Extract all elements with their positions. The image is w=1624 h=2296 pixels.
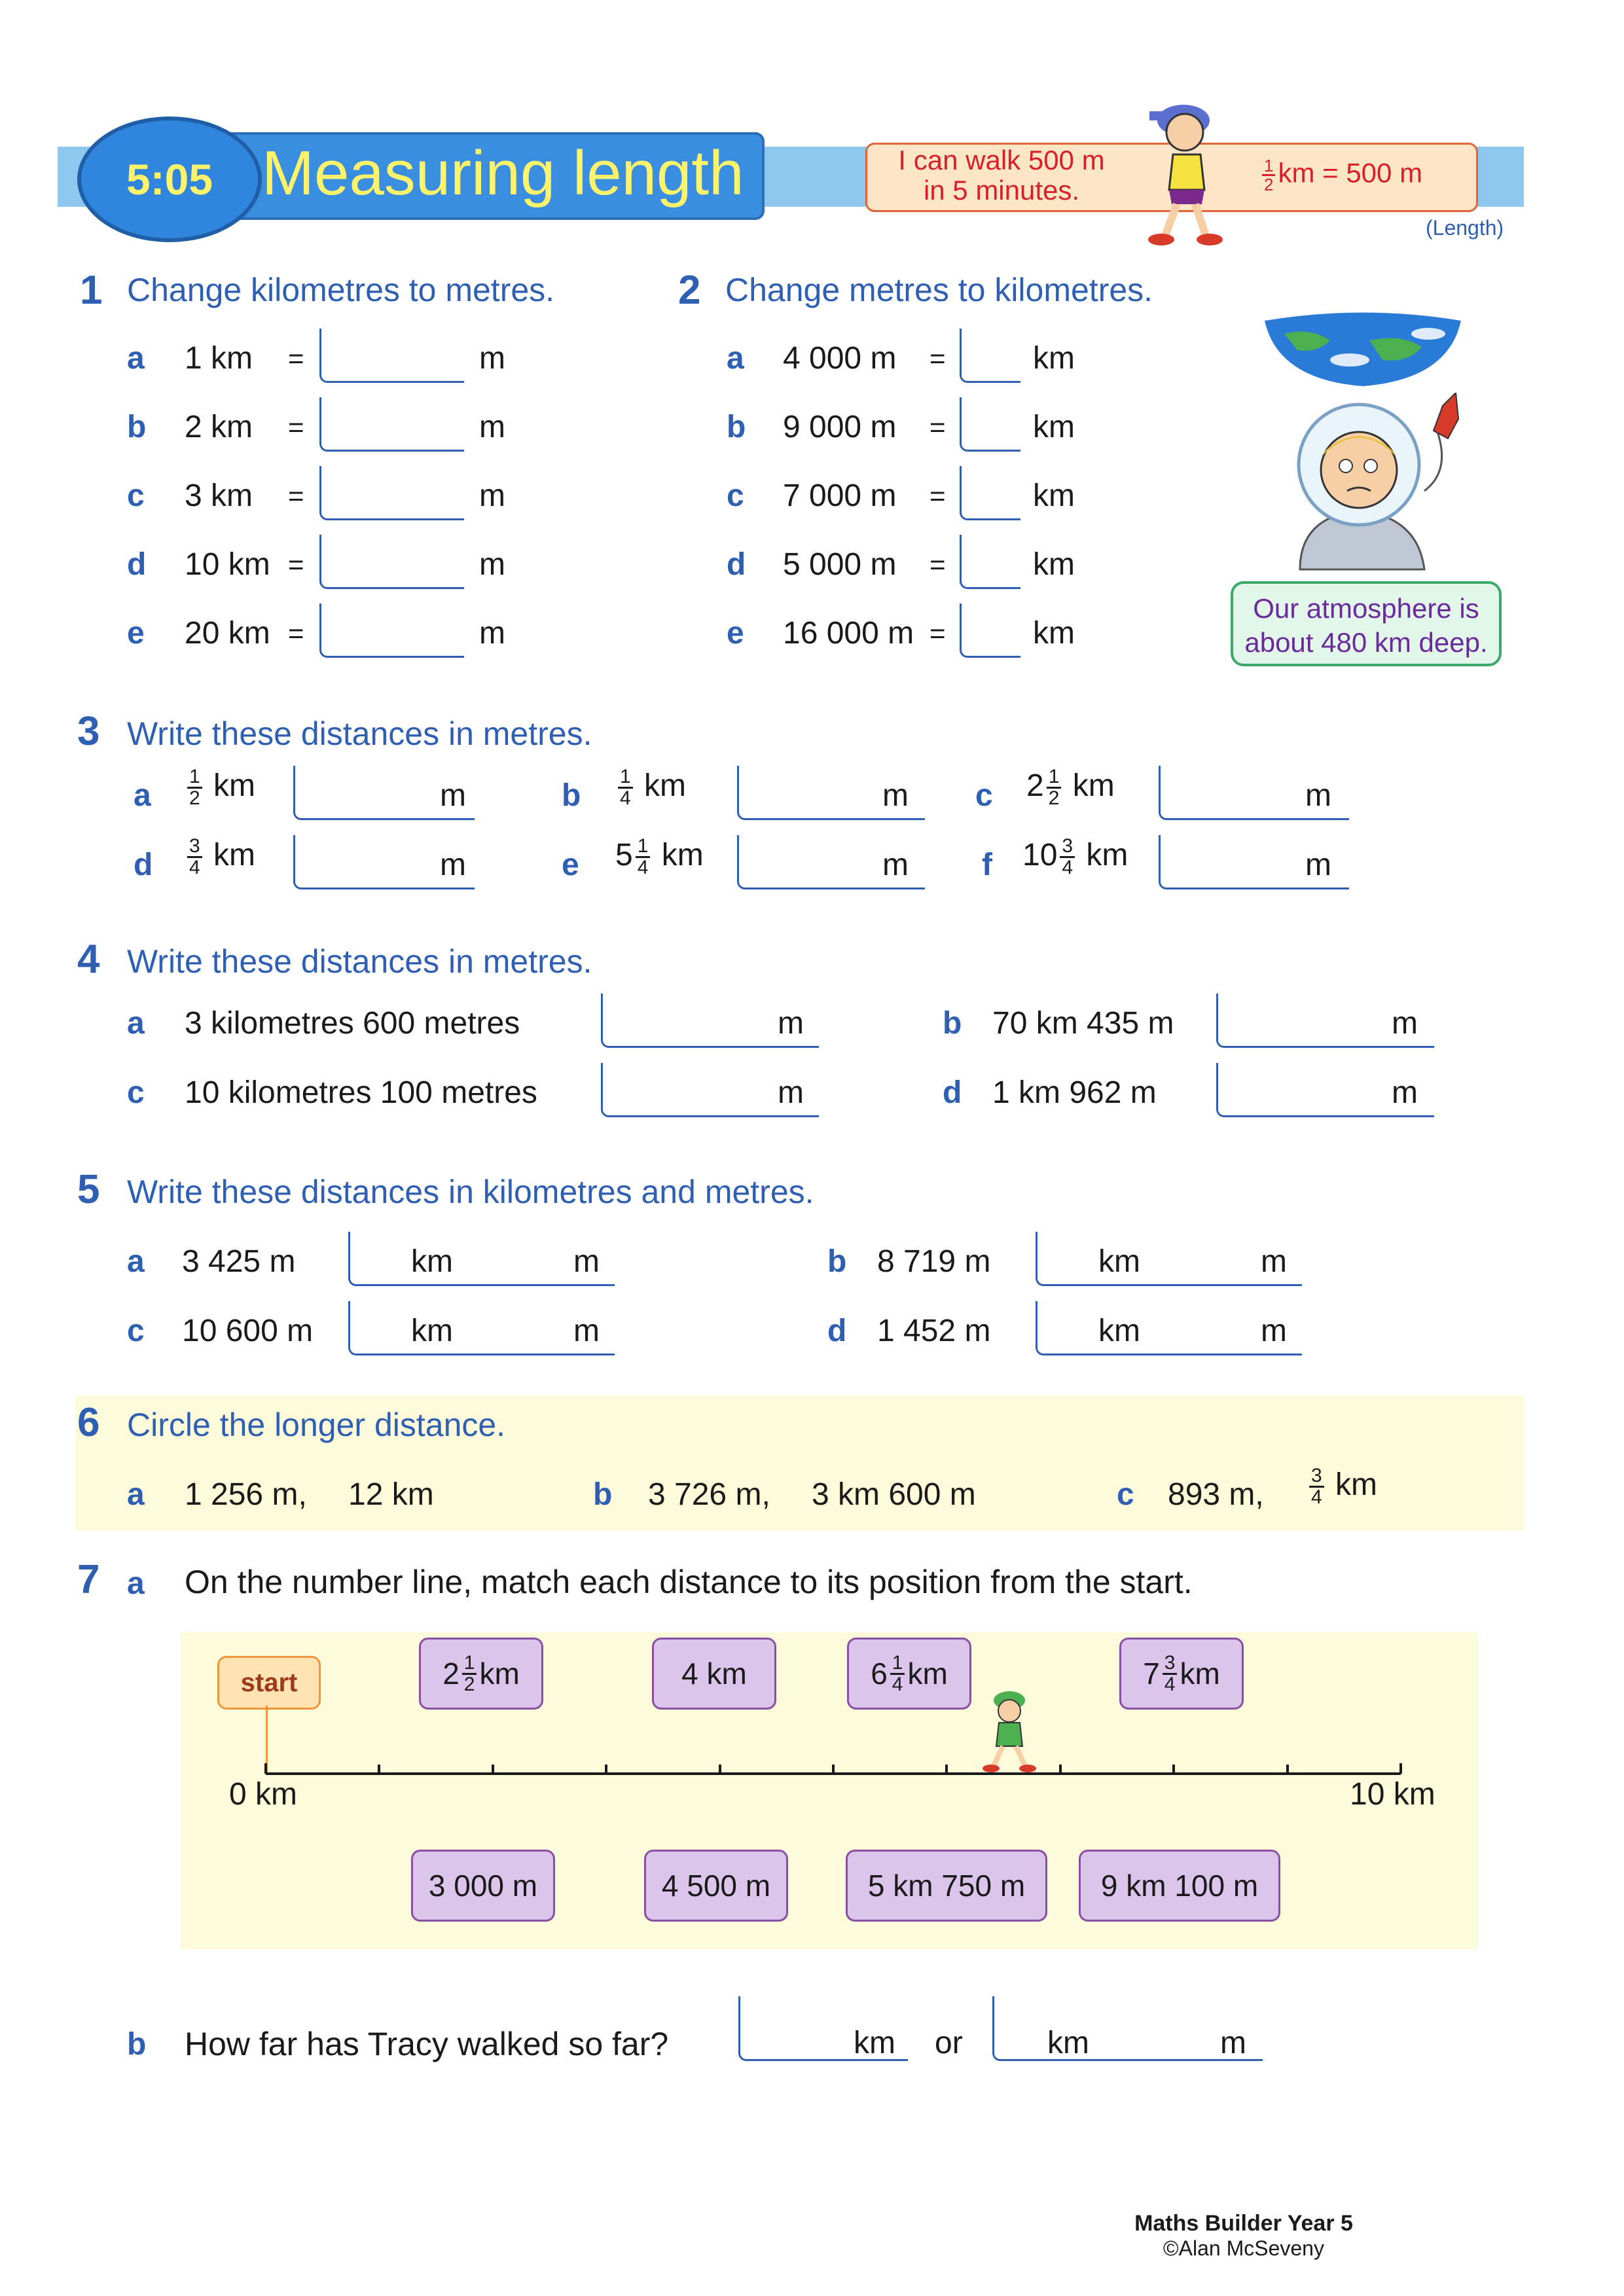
distance-tag-4500-m[interactable]: 4 500 m	[644, 1850, 788, 1922]
start-tag: start	[217, 1656, 321, 1710]
number-line-start-label: 0 km	[229, 1777, 298, 1812]
distance-tag-2-half-km[interactable]: 2 $\frac{1}{2}$ km	[419, 1638, 543, 1710]
q3-number: 3	[77, 709, 100, 754]
q1-answer-box[interactable]	[319, 397, 464, 452]
q2-answer-box[interactable]	[960, 397, 1020, 452]
q6-number: 6	[77, 1400, 100, 1445]
q4-number: 4	[77, 937, 100, 982]
q7-instruction: On the number line, match each distance to its position from the start.	[185, 1564, 1193, 1600]
section-code: 5:05	[126, 155, 213, 204]
q1-answer-box[interactable]	[319, 329, 464, 383]
footer	[1087, 2211, 1401, 2261]
q3-instruction: Write these distances in metres.	[127, 715, 592, 752]
walk-speed-text	[877, 145, 1126, 206]
q1-instruction: Change kilometres to metres.	[127, 272, 555, 308]
distance-tag-3000-m[interactable]: 3 000 m	[411, 1850, 555, 1922]
q4-instruction: Write these distances in metres.	[127, 943, 592, 980]
astronaut-illustration	[1287, 393, 1483, 576]
number-line	[259, 1761, 1407, 1793]
speech-line-1: Our atmosphere is	[1253, 593, 1479, 624]
footer-copyright: ©Alan McSeveny	[1163, 2236, 1324, 2260]
q1-answer-box[interactable]	[319, 466, 464, 520]
footer-book-title: Maths Builder Year 5	[1134, 2211, 1353, 2236]
half-km-fact: $\frac{1}{2}$ km = 500 m	[1259, 157, 1422, 193]
speech-line-2: about 480 km deep.	[1244, 627, 1488, 658]
q1-answer-box[interactable]	[319, 535, 464, 589]
q5-number: 5	[77, 1167, 100, 1212]
distance-tag-7-three-quarter-km[interactable]: 7 $\frac{3}{4}$ km	[1119, 1638, 1244, 1710]
topic-label: (Length)	[1426, 216, 1504, 240]
q2-answer-box[interactable]	[960, 535, 1020, 589]
q7-letter-a: a	[127, 1566, 145, 1601]
distance-tag-6-quarter-km[interactable]: 6 $\frac{1}{4}$ km	[847, 1638, 971, 1710]
q1-number: 1	[80, 268, 103, 313]
q7b-question: How far has Tracy walked so far?	[185, 2026, 669, 2062]
walking-boy-illustration	[1121, 92, 1238, 249]
section-code-badge	[77, 117, 262, 242]
q2-answer-box[interactable]	[960, 329, 1020, 383]
q1-answer-box[interactable]	[319, 603, 464, 658]
walk-line-1: I can walk 500 m	[898, 145, 1105, 175]
q7-number: 7	[77, 1557, 100, 1602]
q6-instruction: Circle the longer distance.	[127, 1407, 506, 1443]
page-title: Measuring length	[262, 138, 744, 208]
q5-instruction: Write these distances in kilometres and metres.	[127, 1174, 814, 1210]
q2-answer-box[interactable]	[960, 603, 1020, 658]
walk-line-2: in 5 minutes.	[923, 175, 1080, 206]
distance-tag-9km-100m[interactable]: 9 km 100 m	[1079, 1850, 1280, 1922]
q2-answer-box[interactable]	[960, 466, 1020, 520]
q2-number: 2	[678, 268, 701, 313]
tracy-walking-illustration	[971, 1687, 1043, 1772]
q7-letter-b: b	[127, 2027, 147, 2062]
number-line-end-label: 10 km	[1350, 1777, 1435, 1812]
atmosphere-speech-bubble	[1231, 581, 1502, 666]
q2-instruction: Change metres to kilometres.	[725, 272, 1153, 308]
distance-tag-5km-750m[interactable]: 5 km 750 m	[846, 1850, 1047, 1922]
earth-atmosphere-illustration	[1258, 308, 1468, 393]
distance-tag-4-km[interactable]: 4 km	[652, 1638, 776, 1710]
